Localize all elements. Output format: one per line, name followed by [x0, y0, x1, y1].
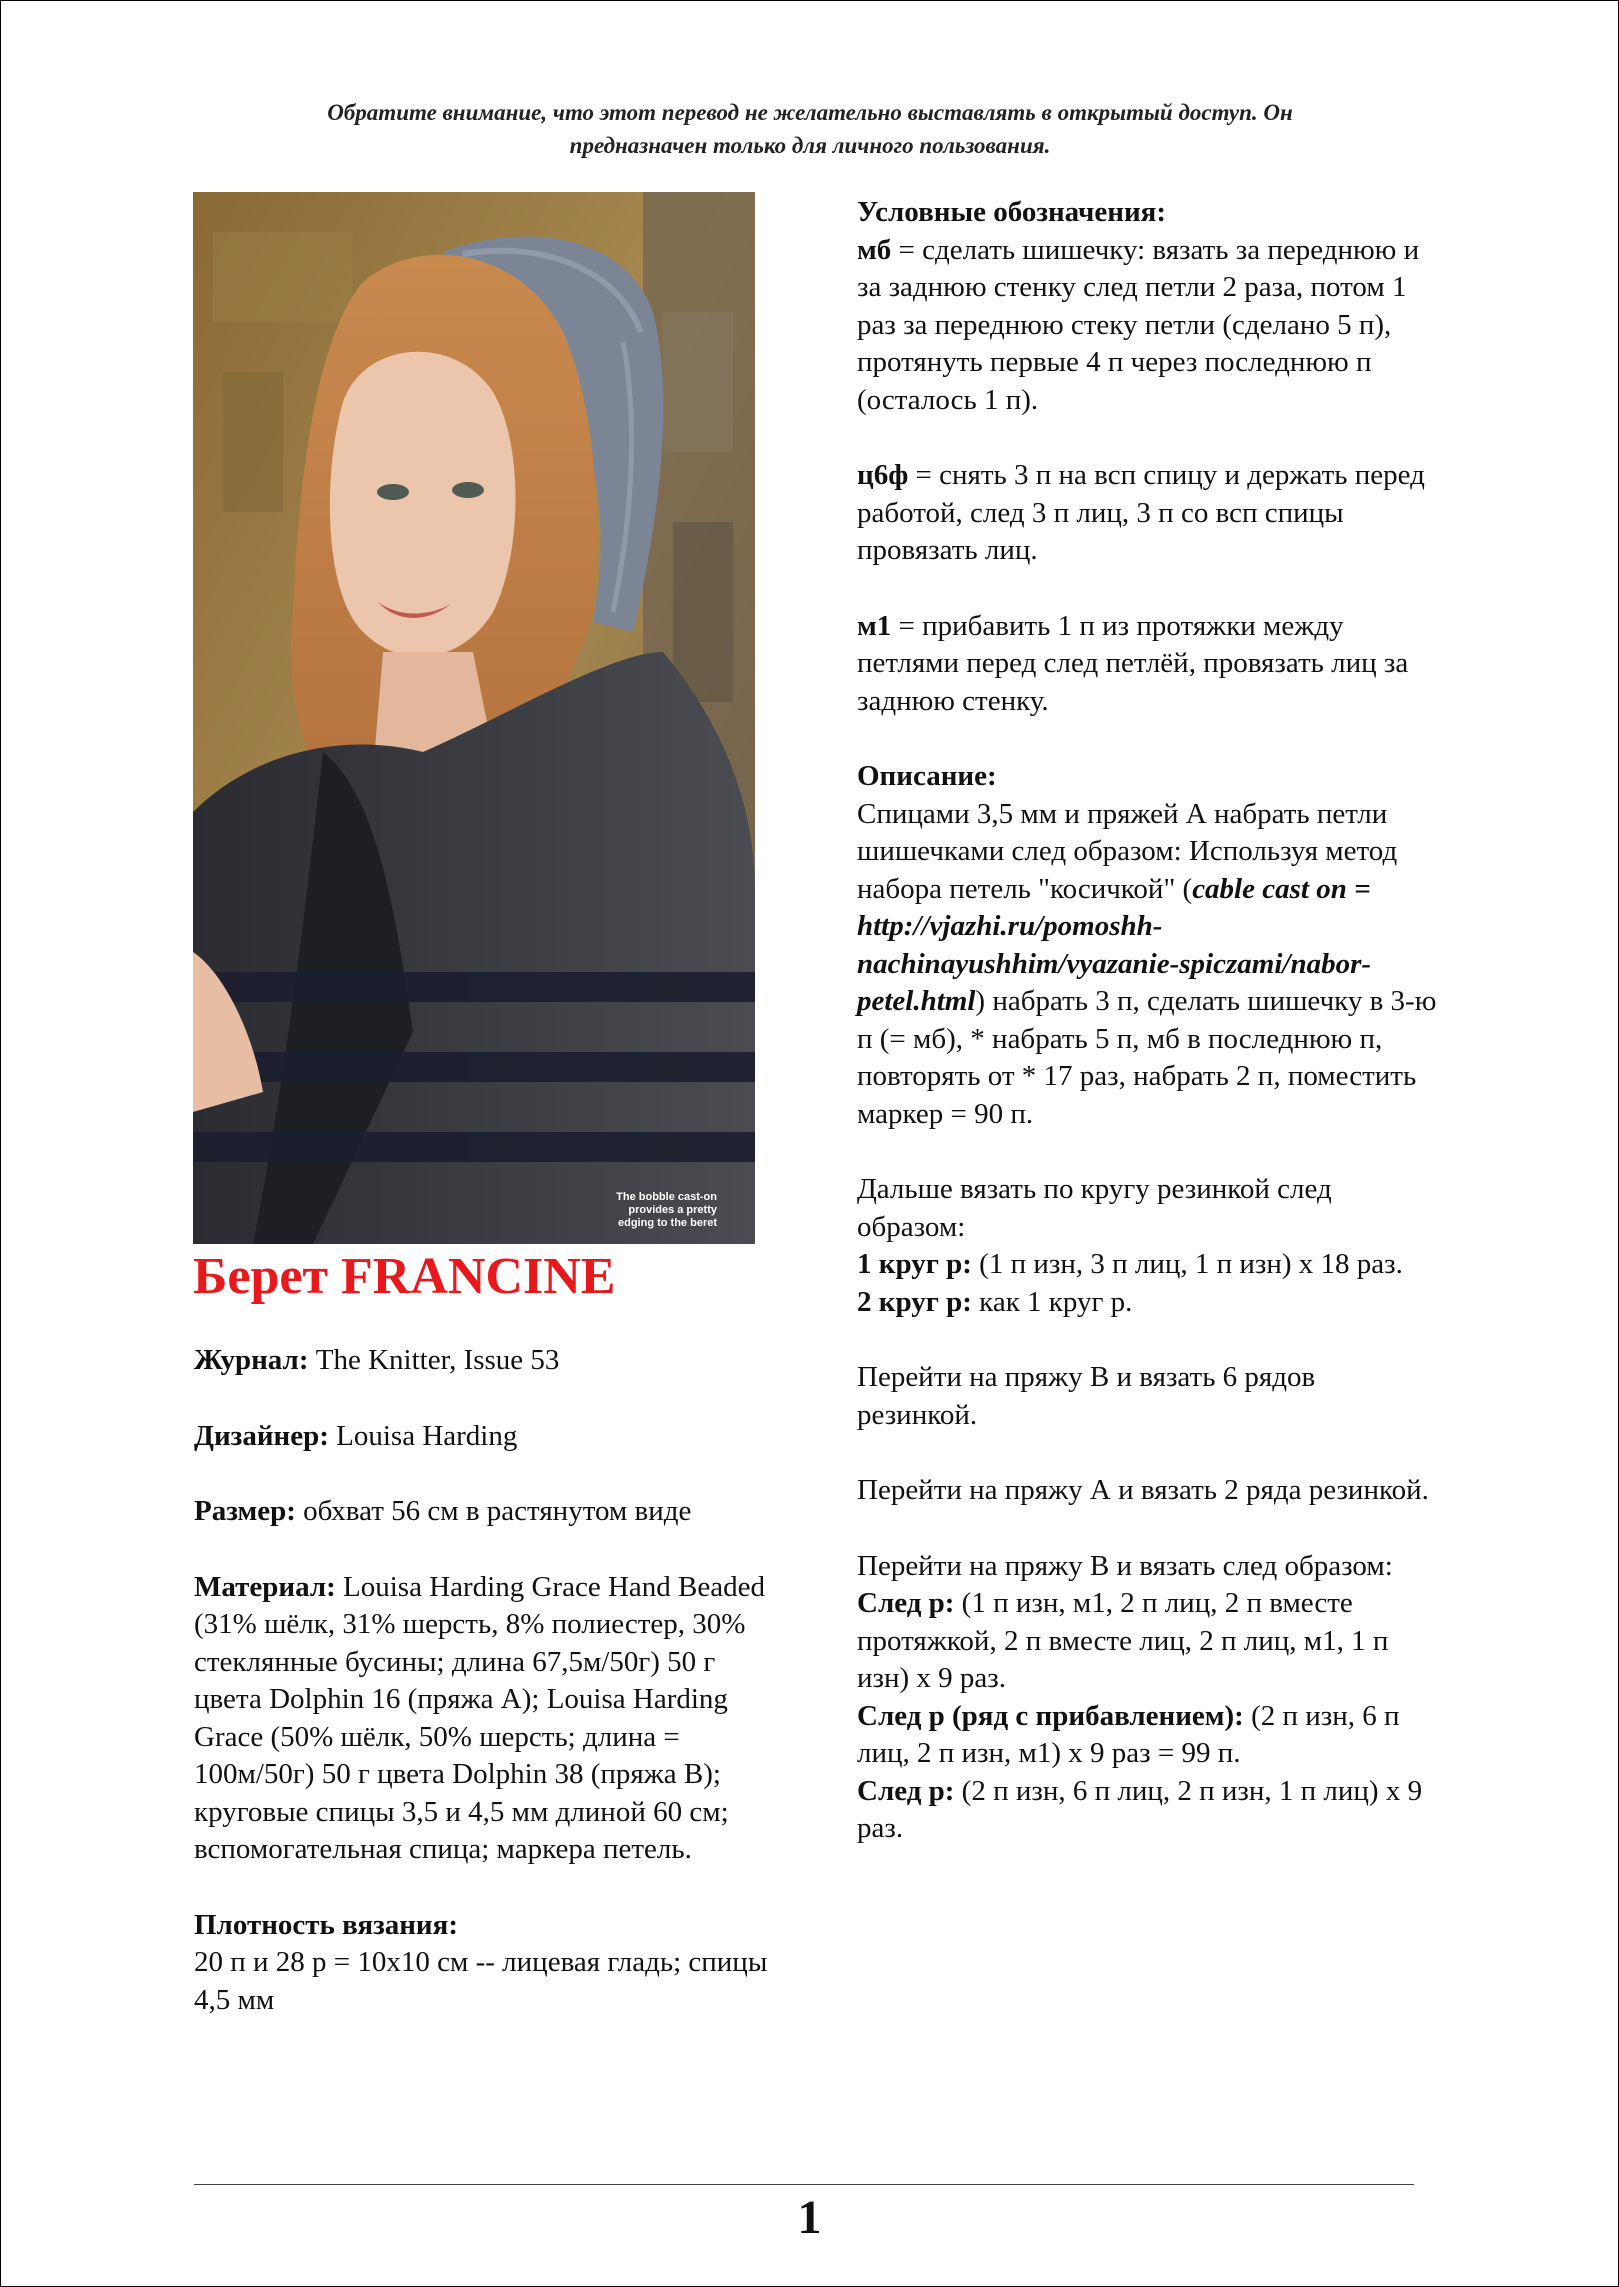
- size-label: Размер:: [194, 1495, 296, 1527]
- footer-divider: [194, 2184, 1414, 2185]
- next-row-2-text: (2 п изн, 6 п лиц, 2 п изн, м1) х 9 раз = 99 п.: [857, 1699, 1400, 1769]
- next-row-2-label: След р (ряд с прибавлением):: [857, 1699, 1244, 1732]
- description-heading: Описание:: [857, 760, 997, 792]
- next-row-1-label: След р:: [857, 1587, 955, 1619]
- gauge-block: [194, 1907, 774, 2020]
- caption-line: provides a pretty: [628, 1204, 717, 1216]
- page-number: 1: [797, 2191, 822, 2244]
- notice-line-1: Обратите внимание, что этот перевод не желательно выставлять в открытый доступ. Он: [327, 100, 1293, 125]
- next-row-3-label: След р:: [857, 1774, 955, 1807]
- designer-value: Louisa Harding: [328, 1419, 518, 1452]
- mb-term: мб: [857, 233, 892, 266]
- cast-on-text-b: ) набрать 3 п, сделать шишечку в 3-ю п (= мб), * набрать 5 п, мб в последнюю п, повторять от * 17 раз, набрать 2 п, поместить маркер = 90 п.: [857, 985, 1437, 1130]
- c6f-definition: = снять 3 п на всп спицу и держать перед работой, след 3 п лиц, 3 п со всп спицы провязать лиц.: [857, 459, 1425, 566]
- cast-on-text-a: Спицами 3,5 мм и пряжей А набрать петли шишечками след образом: Используя метод набора петель "косичкой" (: [857, 797, 1398, 905]
- size-line: [194, 1493, 774, 1531]
- gauge-value: 20 п и 28 р = 10х10 см -- лицевая гладь; спицы 4,5 мм: [194, 1946, 768, 2016]
- model-photo: [193, 192, 755, 1244]
- pattern-details: [194, 1342, 774, 2019]
- magazine-label: Журнал:: [194, 1344, 309, 1376]
- body-intro: Перейти на пряжу В и вязать след образом:: [857, 1549, 1393, 1582]
- round1-text: (1 п изн, 3 п лиц, 1 п изн) х 18 раз.: [971, 1248, 1403, 1280]
- material-value: Louisa Harding Grace Hand Beaded (31% шёлк, 31% шерсть, 8% полиестер, 30% стеклянные бусины; длина 67,5м/50г) 50 г цвета Dolphin 16 (пряжа А); Louisa Harding Grace (50% шёлк, 50% шерсть; длина = 100м/50г) 50 г цвета Dolphin 38 (пряжа В); круговые спицы 3,5 и 4,5 мм длиной 60 см; вспомогательная спица; маркера петель.: [194, 1570, 765, 1865]
- privacy-notice: [190, 96, 1430, 162]
- rib-block: [857, 1171, 1437, 1321]
- round2-text: как 1 круг р.: [971, 1285, 1133, 1318]
- cable-cast-on-link[interactable]: cable cast on = http://vjazhi.ru/pomoshh-nachinayushhim/vyazanie-spiczami/nabor-petel.html: [857, 872, 1372, 1017]
- magazine-line: [194, 1342, 774, 1380]
- instructions-column: [857, 194, 1437, 1848]
- next-row-3-text: (2 п изн, 6 п лиц, 2 п изн, 1 п лиц) х 9 раз.: [857, 1774, 1423, 1844]
- notice-line-2: предназначен только для личного пользования.: [569, 133, 1051, 158]
- caption-line: The bobble cast-on: [616, 1191, 717, 1203]
- round1-label: 1 круг р:: [857, 1248, 972, 1280]
- abbrev-c6f: [857, 457, 1437, 570]
- next-row-1-text: (1 п изн, м1, 2 п лиц, 2 п вместе протяжкой, 2 п вместе лиц, 2 п лиц, м1, 1 п изн) х 9 раз.: [857, 1587, 1389, 1694]
- mb-definition: = сделать шишечку: вязать за переднюю и за заднюю стенку след петли 2 раза, потом 1 раз за переднюю стеку петли (сделано 5 п), протянуть первые 4 п через последнюю п (осталось 1 п).: [857, 233, 1420, 416]
- body-block: [857, 1548, 1437, 1848]
- abbreviations-heading: Условные обозначения:: [857, 196, 1167, 228]
- gauge-label: Плотность вязания:: [194, 1908, 458, 1941]
- m1-term: м1: [857, 609, 892, 642]
- caption-line: edging to the beret: [618, 1217, 717, 1229]
- material-label: Материал:: [194, 1570, 336, 1603]
- designer-label: Дизайнер:: [194, 1419, 329, 1452]
- c6f-term: ц6ф: [857, 459, 909, 491]
- round2-label: 2 круг р:: [857, 1285, 972, 1318]
- size-value: обхват 56 см в растянутом виде: [295, 1495, 692, 1527]
- yarn-a-rib: Перейти на пряжу А и вязать 2 ряда резинкой.: [857, 1474, 1429, 1506]
- photo-caption: [577, 1191, 717, 1230]
- photo-illustration: [193, 192, 755, 1244]
- pattern-title: Берет FRANCINE: [193, 1248, 616, 1305]
- magazine-value: The Knitter, Issue 53: [308, 1344, 560, 1376]
- abbrev-mb: [857, 194, 1437, 419]
- rib-intro: Дальше вязать по кругу резинкой след образом:: [857, 1173, 1332, 1243]
- material-block: [194, 1569, 774, 1869]
- m1-definition: = прибавить 1 п из протяжки между петлями перед след петлёй, провязать лиц за заднюю стенку.: [857, 609, 1409, 717]
- designer-line: [194, 1418, 774, 1456]
- yarn-b-rib: Перейти на пряжу В и вязать 6 рядов резинкой.: [857, 1361, 1316, 1431]
- cast-on-block: [857, 758, 1437, 1133]
- abbrev-m1: [857, 608, 1437, 721]
